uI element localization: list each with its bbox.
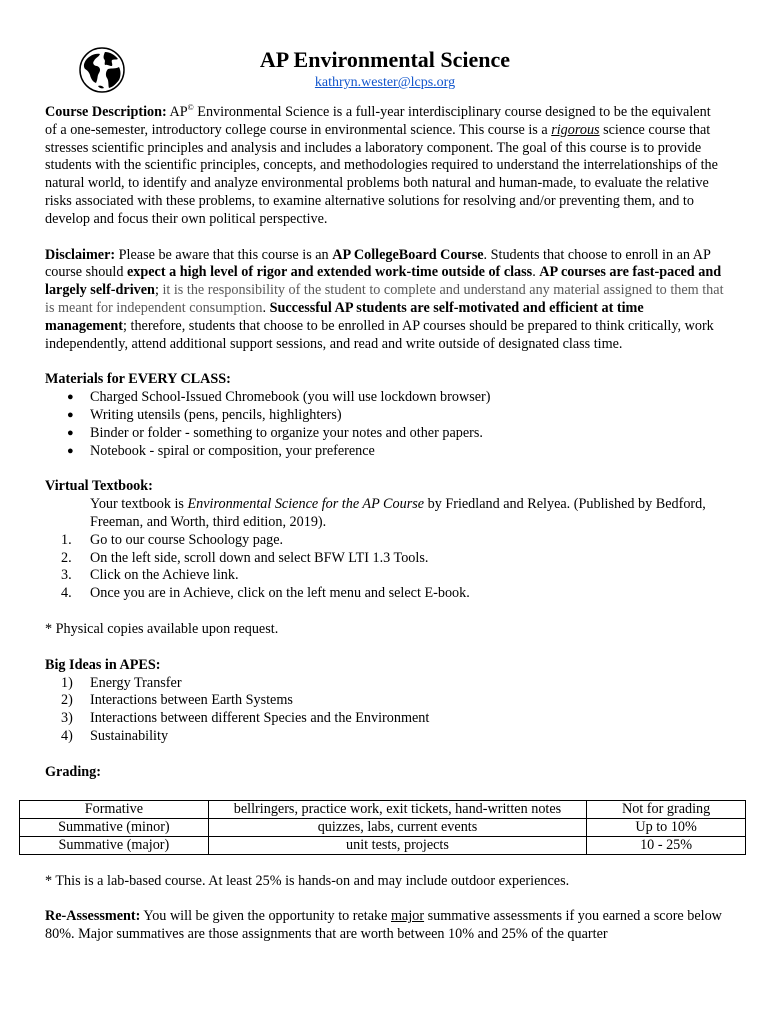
- document-page: [45, 40, 725, 944]
- list-item: 4) Sustainability: [61, 727, 169, 744]
- textbook-note: * Physical copies available upon request.: [45, 620, 279, 637]
- list-item: 2. On the left side, scroll down and select BFW LTI 1.3 Tools.: [61, 549, 429, 566]
- list-item: ● Writing utensils (pens, pencils, highlighters): [45, 407, 725, 425]
- document-header: [45, 40, 725, 104]
- list-item: 3) Interactions between different Species and the Environment: [61, 710, 430, 727]
- textbook-section: [45, 478, 725, 603]
- grading-heading: Grading:: [45, 763, 101, 780]
- rigorous-emphasis: rigorous: [551, 121, 600, 138]
- page-title: AP Environmental Science: [259, 47, 511, 72]
- email-link[interactable]: kathryn.wester@lcps.org: [314, 75, 456, 90]
- list-item: 1) Energy Transfer: [61, 674, 182, 691]
- list-item: 3. Click on the Achieve link.: [61, 567, 239, 584]
- reassessment-label: Re-Assessment:: [45, 908, 141, 925]
- list-item: ● Binder or folder - something to organize your notes and other papers.: [45, 425, 725, 443]
- table-row: Formative bellringers, practice work, exit tickets, hand-written notes Not for grading: [20, 800, 746, 818]
- textbook-title: Environmental Science for the AP Course: [187, 496, 425, 513]
- list-item: 1. Go to our course Schoology page.: [61, 531, 284, 548]
- table-row: Summative (major) unit tests, projects 10 - 25%: [20, 836, 746, 854]
- list-item: 2) Interactions between Earth Systems: [61, 692, 293, 709]
- copyright-mark: ©: [187, 103, 194, 112]
- textbook-intro: Your textbook is Environmental Science for the AP Course by Friedland and Relyea. (Published by Bedford, Freeman, and Worth, third edition, 2019).: [90, 496, 706, 530]
- grading-section: [45, 764, 725, 855]
- materials-section: [45, 371, 725, 460]
- course-description: Course Description: AP© Environmental Science is a full-year interdisciplinary course designed to be the equivalent of a one-semester, introductory college course in environmental science. This course is a rigorous science course that stresses scientific principles and analysis and includes a laboratory component. The goal of this course is to provide students with the scientific principles, concepts, and methodologies required to understand the interrelationships of the natural world, to identify and analyze environmental problems both natural and human-made, to evaluate the relative risks associated with these problems, to examine alternative solutions for resolving and/or preventing them, and to develop and focus their own political perspective.: [45, 103, 718, 227]
- list-item: 4. Once you are in Achieve, click on the left menu and select E-book.: [61, 585, 470, 602]
- materials-list: [45, 389, 725, 460]
- list-item: ● Notebook - spiral or composition, your preference: [45, 443, 725, 461]
- list-item: ● Charged School-Issued Chromebook (you will use lockdown browser): [45, 389, 725, 407]
- big-ideas-heading: Big Ideas in APES:: [45, 656, 161, 673]
- materials-heading: Materials for EVERY CLASS:: [45, 371, 231, 388]
- course-description-label: Course Description:: [45, 104, 167, 120]
- textbook-heading: Virtual Textbook:: [45, 478, 153, 495]
- disclaimer: Disclaimer: Please be aware that this course is an AP CollegeBoard Course. Students that choose to enroll in an AP course should expect a high level of rigor and extended work-time outside of class. AP courses are fast-paced and largely self-driven; it is the responsibility of the student to complete and understand any material assigned to them that is meant for independent consumption. Successful AP students are self-motivated and efficient at time management; therefore, students that choose to be enrolled in AP courses should be prepared to think critically, work independently, attend additional support sessions, and read and write outside of designated class time.: [45, 246, 724, 352]
- table-row: Summative (minor) quizzes, labs, current events Up to 10%: [20, 818, 746, 836]
- big-ideas-section: [45, 657, 725, 746]
- grading-table: [19, 800, 746, 855]
- grading-note: * This is a lab-based course. At least 25% is hands-on and may include outdoor experiences.: [45, 872, 570, 889]
- disclaimer-label: Disclaimer:: [45, 246, 116, 263]
- reassessment: Re-Assessment: You will be given the opportunity to retake major summative assessments if you earned a score below 80%. Major summatives are those assignments that are worth between 10% and 25% of the quarter: [45, 908, 722, 943]
- textbook-steps: [45, 532, 725, 603]
- big-ideas-list: [45, 675, 725, 746]
